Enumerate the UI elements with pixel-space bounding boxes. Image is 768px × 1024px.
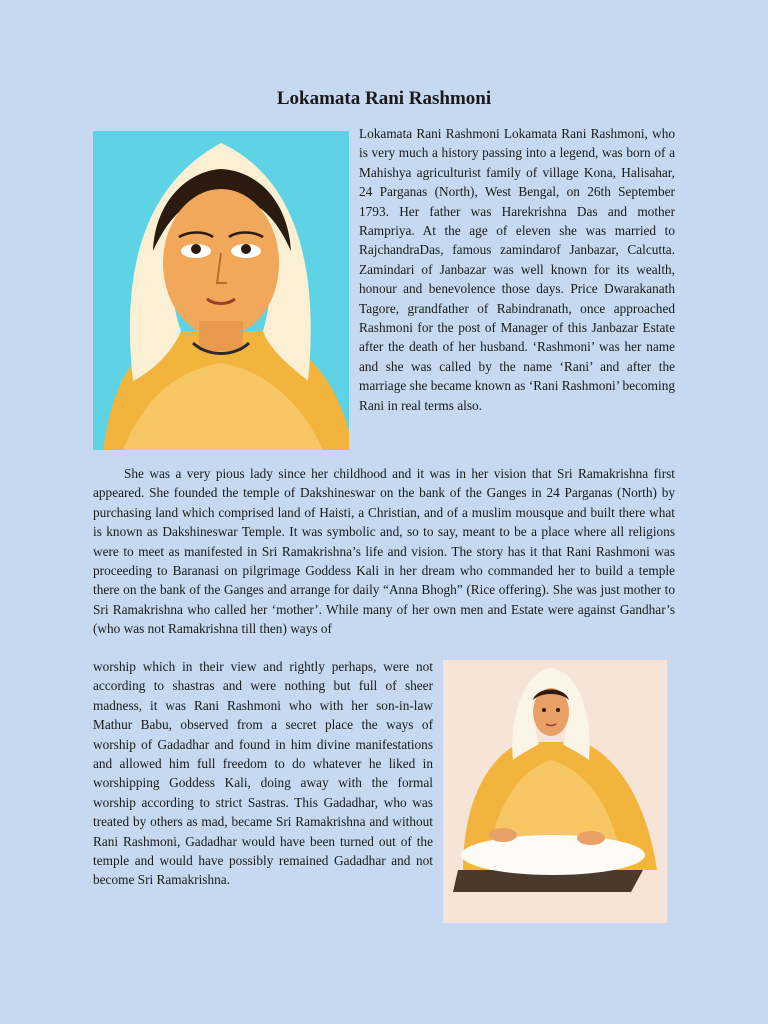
- intro-text: Lokamata Rani Rashmoni Lokamata Rani Rashmoni, who is very much a history passing into a legend, was born of a Mahishya agriculturist family of village Kona, Halisahar, 24 Parganas (North), West Bengal, on 26th September 1793. Her father was Harekrishna Das and mother Rampriya. At the age of eleven she was married to RajchandraDas, famous zamindarof Janbazar, Calcutta. Zamindari of Janbazar was well known for its wealth, honour and benevolence those days. Price Dwarakanath Tagore, grandfather of Rabindranath, once approached Rashmoni for the post of Manager of this Janbazar Estate after the death of her husband. ‘Rashmoni’ was her name and she was called by the name ‘Rani’ and after the marriage she became known as ‘Rani Rashmoni’ becoming Rani in real terms also.: [359, 126, 675, 413]
- second-paragraph-text: She was a very pious lady since her childhood and it was in her vision that Sri Ramakrishna first appeared. She founded the temple of Dakshineswar on the bank of the Ganges in 24 Parganas (North) by purchasing land which comprised land of Haisti, a Christian, and of a muslim mousque and built there what is known as Dakshineswar Temple. It was symbolic and, so to say, meant to be a place where all religions were to meet as manifested in Sri Ramakrishna’s life and vision. The story has it that Rani Rashmoni was proceeding to Baranasi on pilgrimage Goddess Kali in her dream who commanded her to build a temple there on the bank of the Ganges and arrange for daily “Anna Bhogh” (Rice offering). She was just mother to Sri Ramakrishna who called her ‘mother’. While many of her own men and Estate were against Gandhar’s (who was not Ramakrishna till then) ways of: [93, 466, 675, 637]
- third-paragraph: [93, 657, 433, 890]
- seated-figure-image: [443, 660, 667, 923]
- third-paragraph-text: worship which in their view and rightly perhaps, were not according to shastras and were nothing but full of sheer madness, it was Rani Rashmoni who with her son-in-law Mathur Babu, observed from a secret place the ways of worship of Gadadhar and found in him divine manifestations and allowed him full freedom to do whatever he liked in worshipping Goddess Kali, doing away with the formal worship according to strict Sastras. This Gadadhar, who was treated by others as mad, became Sri Ramakrishna and without Rani Rashmoni, Gadadhar would have been turned out of the temple and would have possibly remained Gadadhar and not become Sri Ramakrishna.: [93, 659, 433, 888]
- intro-paragraph: [359, 124, 675, 415]
- portrait-image: [93, 131, 349, 450]
- second-paragraph: [93, 464, 675, 639]
- page-title: Lokamata Rani Rashmoni: [276, 88, 492, 109]
